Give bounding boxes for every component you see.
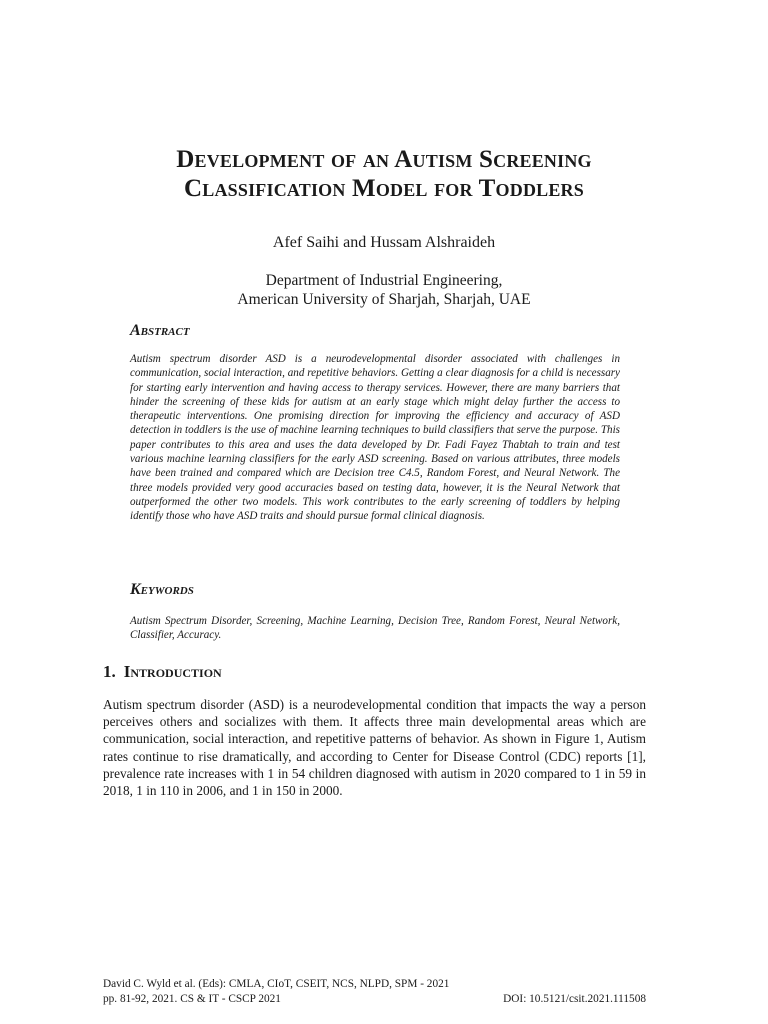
introduction-paragraph: Autism spectrum disorder (ASD) is a neurodevelopmental condition that impacts the way a person perceives others and socializes with them. It affects three main developmental areas which are communication, social interaction, and repetitive patterns of behavior. As shown in Figure 1, Autism rates continue to rise dramatically, and according to Center for Disease Control (CDC) reports [1], prevalence rate increases with 1 in 54 children diagnosed with autism in 2020 compared to 1 in 59 in 2018, 1 in 110 in 2006, and 1 in 150 in 2000. — [103, 697, 646, 799]
paper-title-line-2: Classification Model for Toddlers — [184, 175, 584, 202]
authors: Afef Saihi and Hussam Alshraideh — [272, 234, 496, 251]
abstract-body — [130, 352, 620, 524]
keywords-text: Autism Spectrum Disorder, Screening, Machine Learning, Decision Tree, Random Forest, Neural Network, Classifier, Accuracy. — [130, 615, 620, 642]
section-title: Introduction — [123, 662, 222, 681]
affiliation-university: American University of Sharjah, Sharjah, UAE — [237, 291, 531, 308]
paper-title-line-1: Development of an Autism Screening — [176, 146, 592, 173]
keywords-body — [130, 614, 620, 643]
footer-editors: David C. Wyld et al. (Eds): CMLA, CIoT, CSEIT, NCS, NLPD, SPM - 2021 — [103, 978, 450, 990]
footer-publication — [103, 992, 646, 1007]
introduction-heading — [103, 662, 222, 682]
footer-citation — [103, 977, 646, 992]
abstract-heading: Abstract — [130, 322, 190, 339]
introduction-body — [103, 696, 646, 799]
abstract-text: Autism spectrum disorder ASD is a neurodevelopmental disorder associated with challenges in communication, social interaction, and repetitive behaviors. Getting a clear diagnosis for a child is necessary for starting early intervention and having access to therapy services. However, there are many barriers that hinder the screening of these kids for autism at an early stage which might delay further the access to therapeutic interventions. One promising direction for improving the efficiency and accuracy of ASD detection in toddlers is the use of machine learning techniques to build classifiers that serve the purpose. This paper contributes to this area and uses the data developed by Dr. Fadi Fayez Thabtah to train and test various machine learning classifiers for the early ASD screening. Based on various attributes, three models have been trained and compared which are Decision tree C4.5, Random Forest, and Neural Network. The three models provided very good accuracies based on testing data, however, it is the Neural Network that outperformed the other two models. This work contributes to the early screening of toddlers by helping identify those who have ASD traits and should pursue formal clinical diagnosis. — [130, 353, 620, 523]
footer-doi: DOI: 10.5121/csit.2021.111508 — [503, 993, 646, 1005]
section-number: 1. — [103, 662, 116, 681]
keywords-heading: Keywords — [130, 581, 194, 598]
footer-pages: pp. 81-92, 2021. CS & IT - CSCP 2021 — [103, 993, 281, 1005]
affiliation-department: Department of Industrial Engineering, — [265, 272, 503, 289]
